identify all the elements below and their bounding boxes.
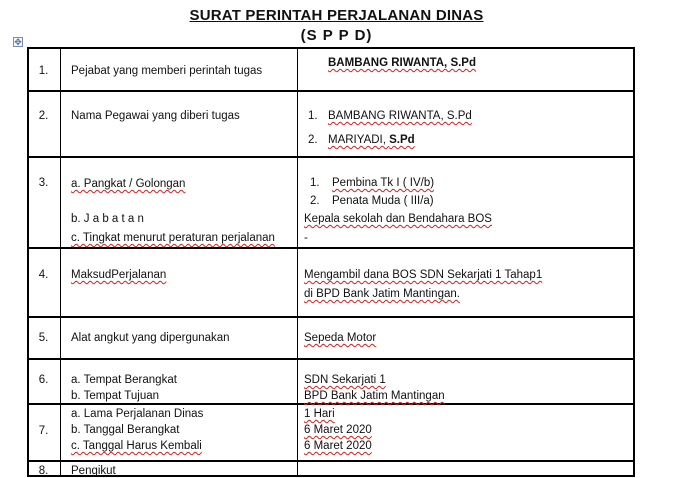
row-divider (27, 316, 635, 318)
table-move-handle-icon[interactable]: ✥ (14, 37, 22, 47)
label-tanggal-berangkat: b. Tanggal Berangkat (71, 424, 180, 436)
label-tempat-tujuan: b. Tempat Tujuan (71, 390, 160, 402)
value-pegawai-2-degree: S.Pd (389, 134, 415, 146)
label-pangkat-text: a. Pangkat / Golongan (71, 178, 186, 190)
value-maksud-1: Mengambil dana BOS SDN Sekarjati 1 Tahap1 (304, 269, 543, 281)
value-tanggal-kembali: 6 Maret 2020 (304, 440, 372, 452)
value-pejabat: BAMBANG RIWANTA, S.Pd (328, 57, 477, 69)
value-pegawai-1: BAMBANG RIWANTA, S.Pd (328, 110, 472, 122)
row-number: 2. (38, 110, 49, 122)
label-pejabat: Pejabat yang memberi perintah tugas (71, 65, 263, 77)
label-lama-perjalanan: a. Lama Perjalanan Dinas (71, 408, 204, 420)
value-maksud-2: di BPD Bank Jatim Mantingan. (304, 288, 460, 300)
value-alat-angkut: Sepeda Motor (304, 332, 377, 344)
row-number: 4. (38, 269, 49, 281)
column-divider-value (297, 47, 298, 477)
value-pangkat-1-text: Pembina Tk I ( IV/b) (332, 177, 435, 189)
label-tanggal-kembali: c. Tanggal Harus Kembali (71, 440, 202, 452)
row-divider (27, 156, 635, 158)
label-jabatan: b. J a b a t a n (71, 213, 144, 225)
label-tingkat: c. Tingkat menurut peraturan perjalanan (71, 232, 275, 244)
value-lama-perjalanan: 1 Hari (304, 408, 335, 420)
label-pengikut: Pengikut (71, 465, 116, 477)
row-number: 7. (38, 425, 49, 437)
row-number: 1. (38, 65, 49, 77)
list-item-number: 1. (310, 177, 320, 189)
value-tanggal-berangkat: 6 Maret 2020 (304, 424, 372, 436)
row-number: 8. (38, 465, 49, 477)
document-subtitle: (S P P D) (300, 27, 373, 44)
list-item-number: 1. (308, 110, 318, 122)
row-divider (27, 460, 635, 462)
value-pegawai-2 (328, 133, 415, 147)
label-maksud: MaksudPerjalanan (71, 269, 167, 281)
value-pegawai-2-name: MARIYADI, (328, 134, 390, 146)
label-alat-angkut: Alat angkut yang dipergunakan (71, 332, 230, 344)
value-pangkat-2: Penata Muda ( III/a) (332, 195, 434, 207)
label-pangkat (71, 177, 185, 191)
row-divider (27, 247, 635, 249)
value-tingkat: - (304, 232, 308, 244)
value-tempat-berangkat: SDN Sekarjati 1 (304, 374, 386, 386)
row-divider (27, 403, 635, 405)
label-nama-pegawai: Nama Pegawai yang diberi tugas (71, 110, 240, 122)
label-tempat-berangkat: a. Tempat Berangkat (71, 374, 177, 386)
row-divider (27, 358, 635, 360)
list-item-number: 2. (308, 134, 318, 146)
document-title: SURAT PERINTAH PERJALANAN DINAS (189, 7, 484, 24)
row-divider (27, 90, 635, 92)
list-item-number: 2. (310, 195, 320, 207)
column-divider-number (60, 47, 61, 477)
row-number: 5. (38, 332, 49, 344)
value-tempat-tujuan: BPD Bank Jatim Mantingan (304, 390, 445, 402)
row-number: 6. (38, 374, 49, 386)
row-number: 3. (38, 177, 49, 189)
value-jabatan: Kepala sekolah dan Bendahara BOS (304, 213, 492, 225)
value-pangkat-1 (332, 176, 434, 190)
